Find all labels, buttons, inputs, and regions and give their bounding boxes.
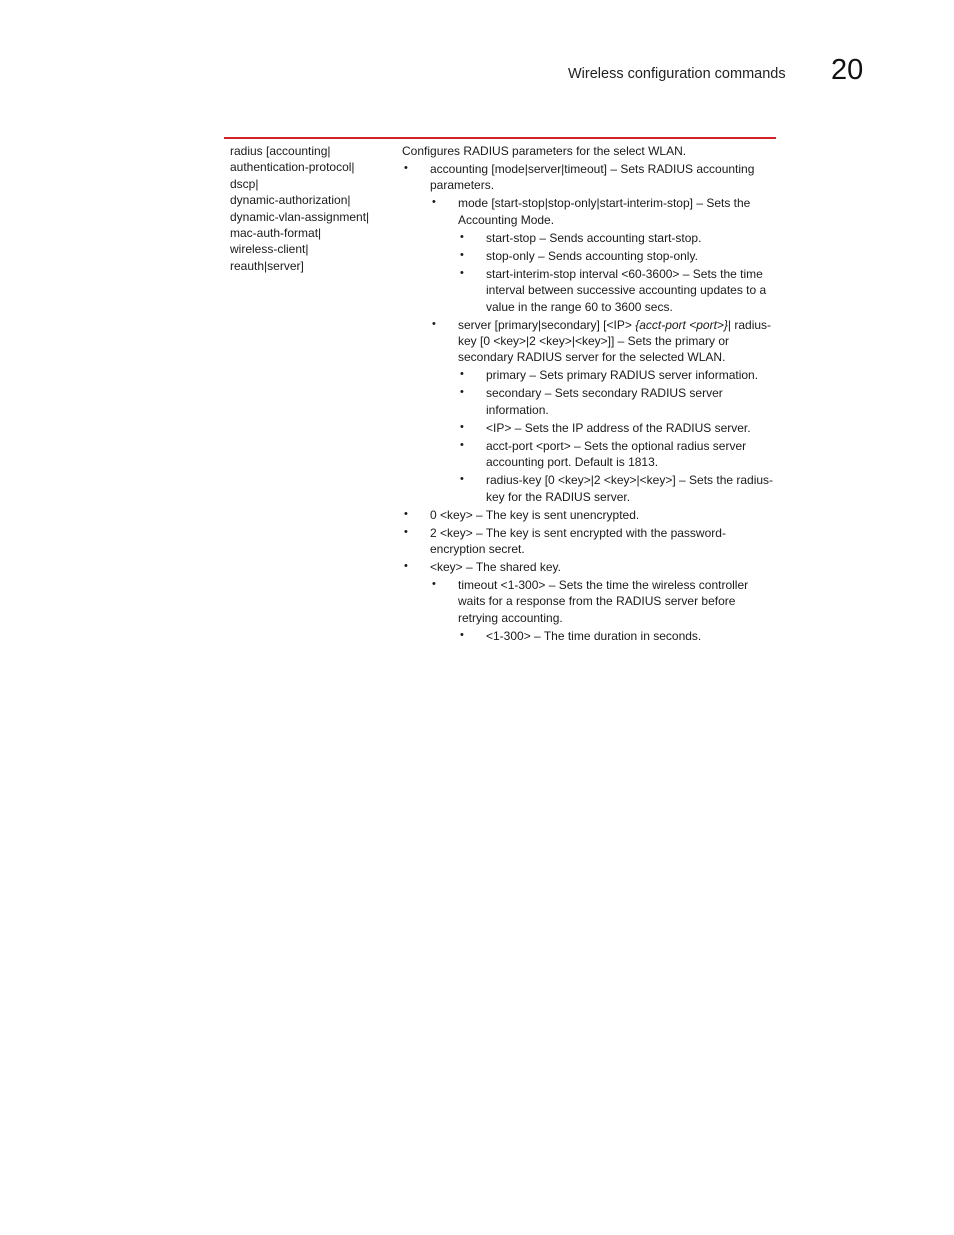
list-item bbox=[402, 559, 774, 575]
item-text: acct-port <port> – Sets the optional radius server accounting port. Default is 1813. bbox=[486, 438, 747, 470]
list-item bbox=[402, 367, 774, 383]
list-item bbox=[402, 628, 774, 644]
item-text: timeout <1-300> – Sets the time the wireless controller waits for a response from the RADIUS server before retrying accounting. bbox=[458, 577, 749, 625]
item-text: <key> – The shared key. bbox=[430, 559, 561, 574]
item-text: primary – Sets primary RADIUS server information. bbox=[486, 368, 759, 383]
bullet-icon: • bbox=[460, 628, 464, 641]
bullet-icon: • bbox=[460, 473, 464, 486]
item-text bbox=[458, 317, 774, 366]
bullet-icon: • bbox=[404, 525, 408, 538]
description-intro: Configures RADIUS parameters for the select WLAN. bbox=[402, 144, 687, 158]
bullet-list bbox=[402, 577, 774, 626]
server-syntax: server [primary|secondary] [<IP> bbox=[458, 317, 636, 332]
item-text: <1-300> – The time duration in seconds. bbox=[486, 628, 702, 643]
bullet-icon: • bbox=[460, 230, 464, 243]
list-item bbox=[402, 525, 774, 558]
bullet-list bbox=[402, 628, 774, 644]
list-item bbox=[402, 385, 774, 418]
item-text: start-stop – Sends accounting start-stop. bbox=[486, 230, 702, 245]
bullet-icon: • bbox=[404, 161, 408, 174]
item-text: start-interim-stop interval <60-3600> – Sets the time interval between successive accounting updates to a value in the range 60 to 3600 secs. bbox=[486, 266, 767, 314]
bullet-list bbox=[402, 230, 774, 315]
server-syntax-optional: {acct-port <port>} bbox=[635, 317, 728, 332]
bullet-list bbox=[402, 317, 774, 366]
item-text: accounting [mode|server|timeout] – Sets RADIUS accounting parameters. bbox=[430, 161, 755, 193]
bullet-list bbox=[402, 507, 774, 576]
table-top-rule bbox=[224, 137, 776, 139]
item-text: 2 <key> – The key is sent encrypted with the password-encryption secret. bbox=[430, 525, 726, 556]
list-item bbox=[402, 161, 774, 194]
bullet-icon: • bbox=[460, 248, 464, 261]
list-item bbox=[402, 438, 774, 471]
item-text: stop-only – Sends accounting stop-only. bbox=[486, 248, 698, 263]
command-line: dynamic-authorization| bbox=[230, 193, 351, 208]
bullet-icon: • bbox=[432, 196, 436, 209]
bullet-icon: • bbox=[460, 386, 464, 399]
command-line: mac-auth-format| bbox=[230, 226, 322, 241]
bullet-icon: • bbox=[460, 368, 464, 381]
bullet-icon: • bbox=[460, 438, 464, 451]
list-item bbox=[402, 317, 774, 366]
bullet-icon: • bbox=[460, 420, 464, 433]
command-line: radius [accounting| bbox=[230, 144, 331, 158]
list-item bbox=[402, 266, 774, 315]
item-text: <IP> – Sets the IP address of the RADIUS server. bbox=[486, 420, 751, 435]
item-text: mode [start-stop|stop-only|start-interim-stop] – Sets the Accounting Mode. bbox=[458, 196, 751, 227]
command-line: authentication-protocol| bbox=[230, 160, 355, 175]
chapter-number: 20 bbox=[831, 54, 864, 86]
server-syntax-rest: | radius-key [0 <key>|2 <key>|<key>]] – Sets the primary or secondary RADIUS server for the selected WLAN. bbox=[458, 317, 772, 365]
description-column bbox=[402, 143, 774, 646]
list-item bbox=[402, 248, 774, 264]
list-item bbox=[402, 195, 774, 228]
bullet-icon: • bbox=[404, 559, 408, 572]
command-column bbox=[230, 143, 390, 274]
list-item bbox=[402, 230, 774, 246]
bullet-icon: • bbox=[432, 577, 436, 590]
list-item bbox=[402, 472, 774, 505]
list-item bbox=[402, 507, 774, 523]
item-text: radius-key [0 <key>|2 <key>|<key>] – Sets the radius-key for the RADIUS server. bbox=[486, 473, 774, 504]
command-line: dscp| bbox=[230, 176, 259, 191]
bullet-list bbox=[402, 195, 774, 228]
command-line: wireless-client| bbox=[230, 242, 309, 257]
bullet-list bbox=[402, 367, 774, 505]
list-item bbox=[402, 420, 774, 436]
section-title: Wireless configuration commands bbox=[568, 66, 786, 82]
command-line: reauth|server] bbox=[230, 258, 304, 273]
bullet-icon: • bbox=[460, 266, 464, 279]
list-item bbox=[402, 577, 774, 626]
bullet-list bbox=[402, 161, 774, 194]
item-text: 0 <key> – The key is sent unencrypted. bbox=[430, 507, 640, 522]
item-text: secondary – Sets secondary RADIUS server information. bbox=[486, 386, 723, 417]
bullet-icon: • bbox=[432, 317, 436, 330]
bullet-icon: • bbox=[404, 507, 408, 520]
command-line: dynamic-vlan-assignment| bbox=[230, 209, 370, 224]
